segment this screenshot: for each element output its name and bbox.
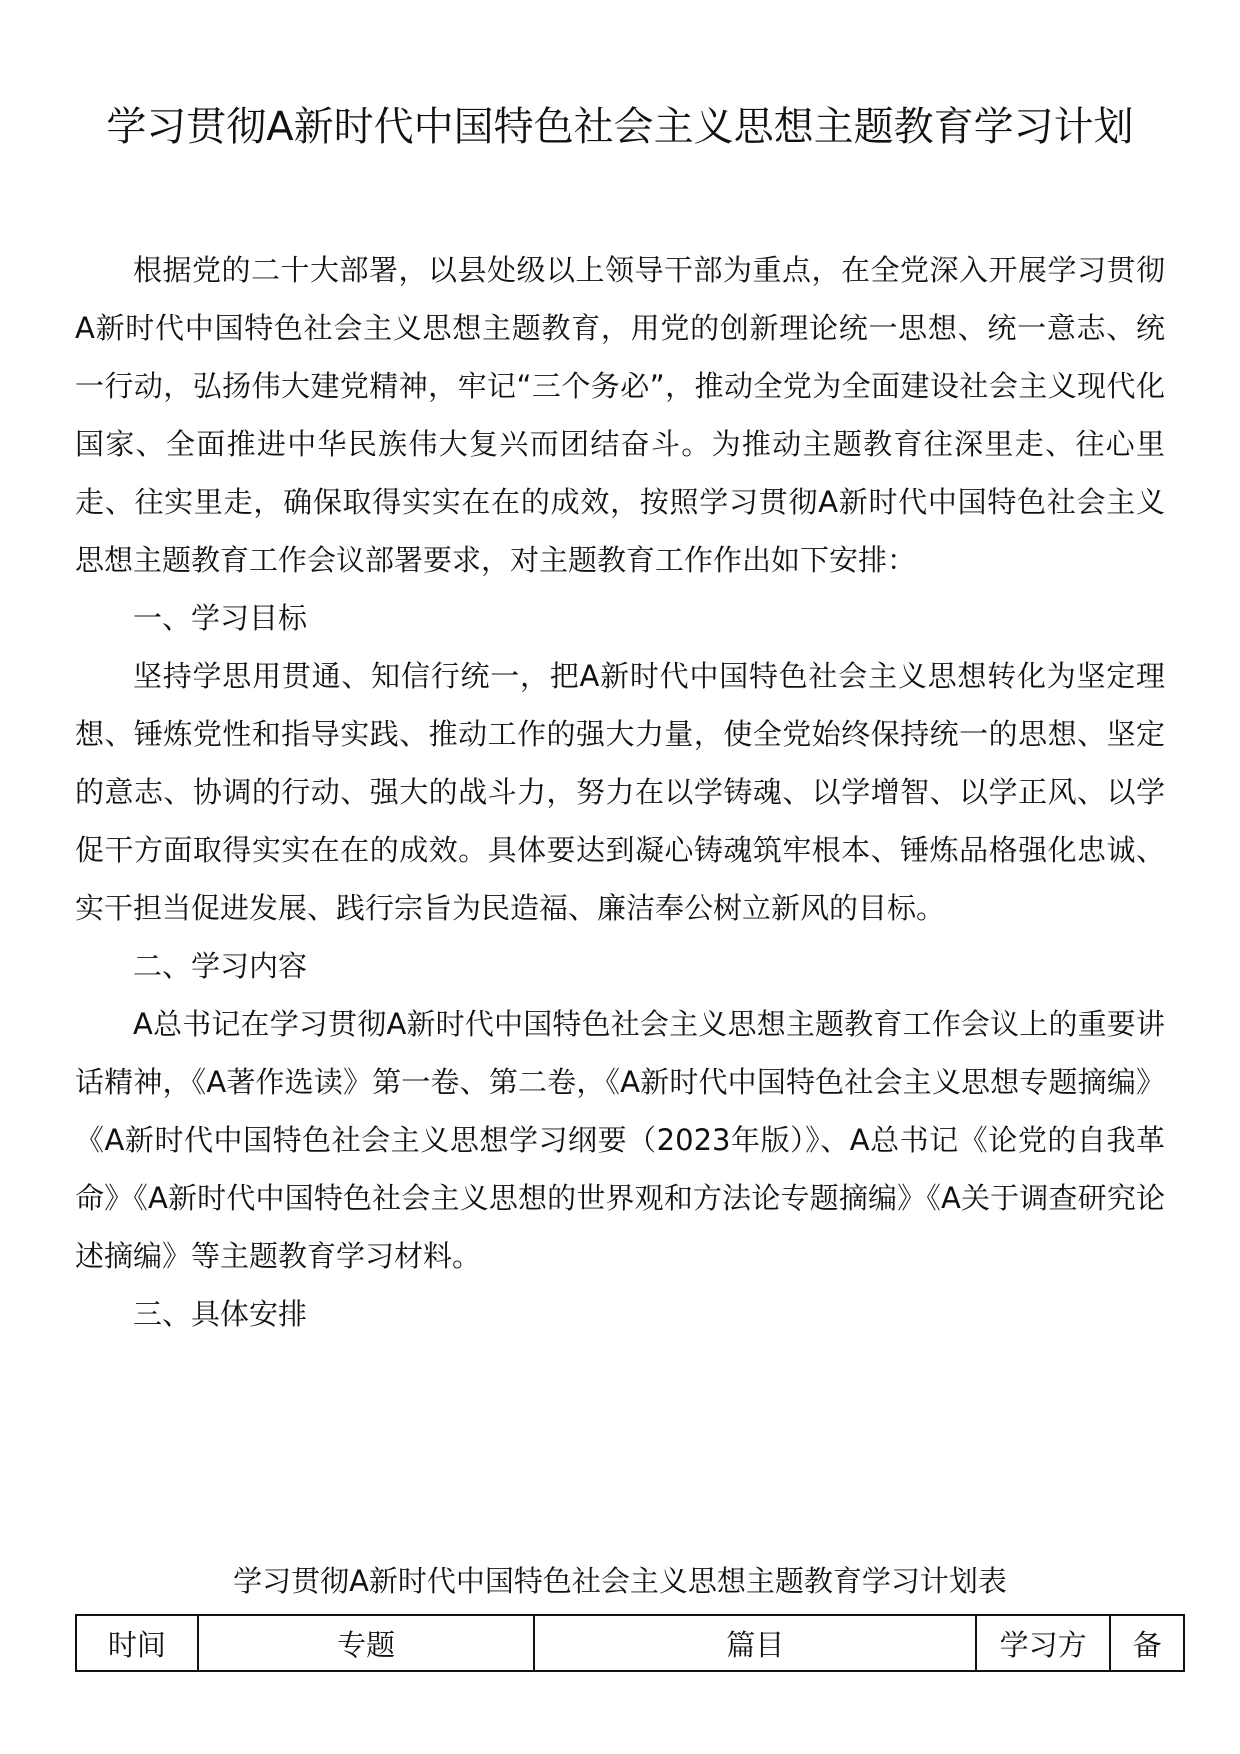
table-title: 学习贯彻A新时代中国特色社会主义思想主题教育学习计划表 [233, 1564, 1007, 1598]
document-title: 学习贯彻A新时代中国特色社会主义思想主题教育学习计划 [106, 104, 1134, 150]
header-method: 学习方 [976, 1615, 1110, 1671]
content-paragraph: A总书记在学习贯彻A新时代中国特色社会主义思想主题教育工作会议上的重要讲话精神，《A著作选读》第一卷、第二卷，《A新时代中国特色社会主义思想专题摘编》《A新时代中国特色社会主义思想学习纲要（2023年版）》、A总书记《论党的自我革命》《A新时代中国特色社会主义思想的世界观和方法论专题摘编》《A关于调查研究论述摘编》等主题教育学习材料。 [75, 1007, 1165, 1273]
intro-paragraph: 根据党的二十大部署，以县处级以上领导干部为重点，在全党深入开展学习贯彻A新时代中国特色社会主义思想主题教育，用党的创新理论统一思想、统一意志、统一行动，弘扬伟大建党精神，牢记“三个务必”，推动全党为全面建设社会主义现代化国家、全面推进中华民族伟大复兴而团结奋斗。为推动主题教育往深里走、往心里走、往实里走，确保取得实实在在的成效，按照学习贯彻A新时代中国特色社会主义思想主题教育工作会议部署要求，对主题教育工作作出如下安排： [75, 253, 1165, 577]
goals-paragraph: 坚持学思用贯通、知信行统一，把A新时代中国特色社会主义思想转化为坚定理想、锤炼党性和指导实践、推动工作的强大力量，使全党始终保持统一的思想、坚定的意志、协调的行动、强大的战斗力，努力在以学铸魂、以学增智、以学正风、以学促干方面取得实实在在的成效。具体要达到凝心铸魂筑牢根本、锤炼品格强化忠诚、实干担当促进发展、践行宗旨为民造福、廉洁奉公树立新风的目标。 [75, 659, 1165, 925]
section-heading-goals: 一、学习目标 [133, 601, 308, 635]
header-time: 时间 [76, 1615, 198, 1671]
section-heading-arrangement: 三、具体安排 [133, 1297, 308, 1331]
table-header-row [76, 1615, 1184, 1671]
section-heading-content: 二、学习内容 [133, 949, 308, 983]
document-body [75, 241, 1165, 1343]
header-remarks: 备 [1110, 1615, 1184, 1671]
header-topic: 专题 [198, 1615, 535, 1671]
study-plan-table [75, 1614, 1185, 1672]
header-articles: 篇目 [534, 1615, 976, 1671]
